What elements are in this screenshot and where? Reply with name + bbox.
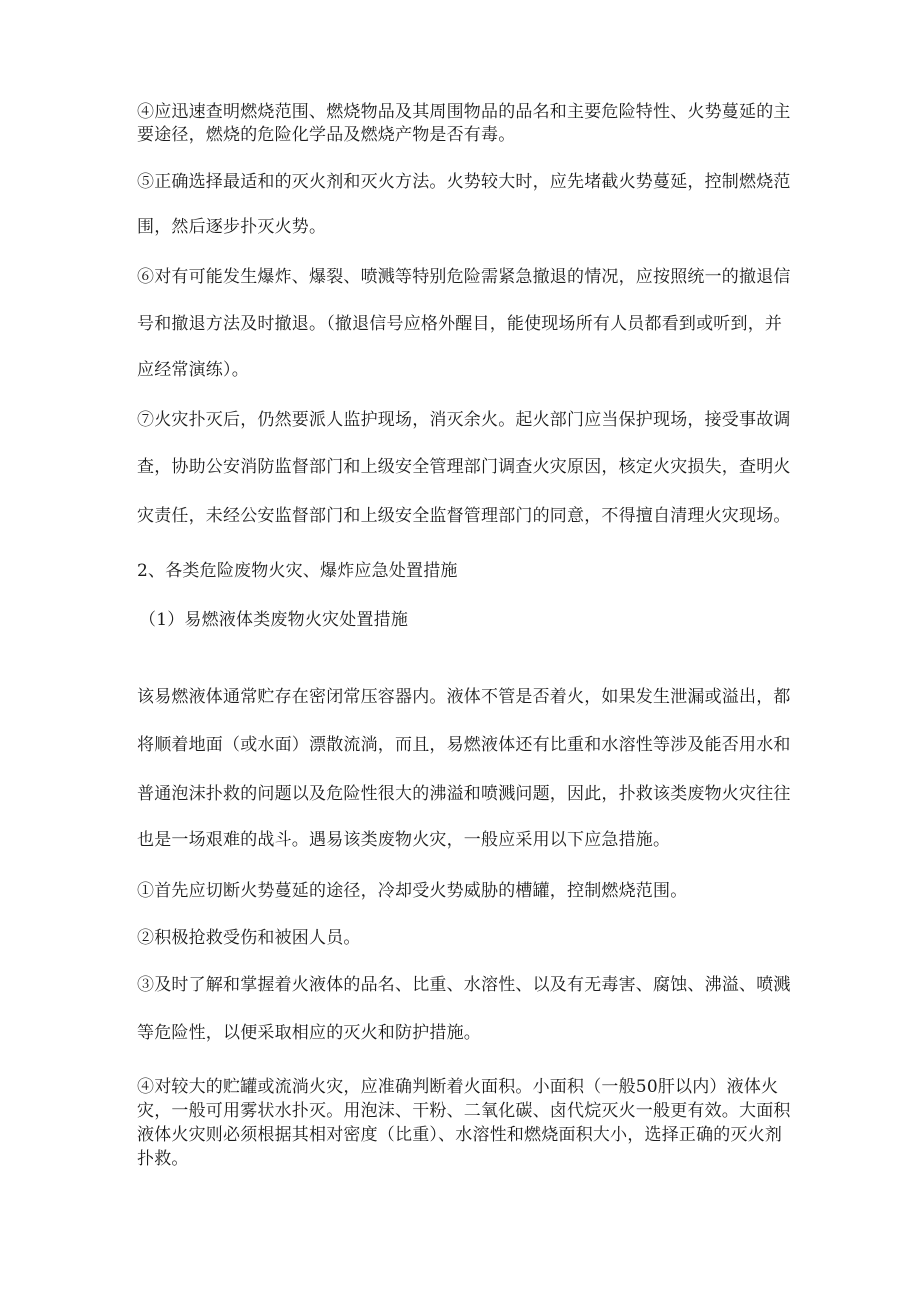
text-line: ④应迅速查明燃烧范围、燃烧物品及其周围物品的品名和主要危险特性、火势蔓延的主 [137,102,791,122]
text-line: ③及时了解和掌握着火液体的品名、比重、水溶性、以及有无毒害、腐蚀、沸溢、喷溅 [137,975,791,995]
text-line: 灾责任，未经公安监督部门和上级安全监督管理部门的同意，不得擅自清理火灾现场。 [137,506,791,526]
text-line: ⑦火灾扑灭后，仍然要派人监护现场，消灭余火。起火部门应当保护现场，接受事故调 [137,410,791,430]
text-line: ⑤正确选择最适和的灭火剂和灭火方法。火势较大时，应先堵截火势蔓延，控制燃烧范 [137,172,791,192]
text-line: ⑥对有可能发生爆炸、爆裂、喷溅等特别危险需紧急撤退的情况，应按照统一的撤退信 [137,267,791,287]
text-line: 扑救。 [137,1149,189,1169]
subsection-heading: （1）易燃液体类废物火灾处置措施 [139,610,409,630]
text-line: 要途径，燃烧的危险化学品及燃烧产物是否有毒。 [137,125,516,145]
text-line: ④对较大的贮罐或流淌火灾，应准确判断着火面积。小面积（一般50肝以内）液体火 [137,1077,779,1097]
text-line: 液体火灾则必须根据其相对密度（比重）、水溶性和燃烧面积大小，选择正确的灭火剂 [137,1125,783,1145]
text-line: ①首先应切断火势蔓延的途径，冷却受火势威胁的槽罐，控制燃烧范围。 [137,881,688,901]
section-heading: 2、各类危险废物火灾、爆炸应急处置措施 [137,561,458,581]
text-line: 等危险性，以便采取相应的灭火和防护措施。 [137,1023,481,1043]
text-line: 查，协助公安消防监督部门和上级安全管理部门调查火灾原因，核定火灾损失，查明火 [137,457,791,477]
text-line: 将顺着地面（或水面）漂散流淌，而且，易燃液体还有比重和水溶性等涉及能否用水和 [137,735,791,755]
text-line: 也是一场艰难的战斗。遇易该类废物火灾，一般应采用以下应急措施。 [137,830,671,850]
text-line: 该易燃液体通常贮存在密闭常压容器内。液体不管是否着火，如果发生泄漏或溢出，都 [137,687,791,707]
text-line: 灾，一般可用雾状水扑灭。用泡沫、干粉、二氧化碳、卤代烷灭火一般更有效。大面积 [137,1101,791,1121]
text-line: 应经常演练）。 [137,360,249,380]
text-line: ②积极抢救受伤和被困人员。 [137,928,361,948]
text-line: 号和撤退方法及时撤退。（撤退信号应格外醒目，能使现场所有人员都看到或听到，并 [137,314,783,334]
text-line: 普通泡沫扑救的问题以及危险性很大的沸溢和喷溅问题，因此，扑救该类废物火灾往往 [137,784,791,804]
text-line: 围，然后逐步扑灭火势。 [137,217,327,237]
